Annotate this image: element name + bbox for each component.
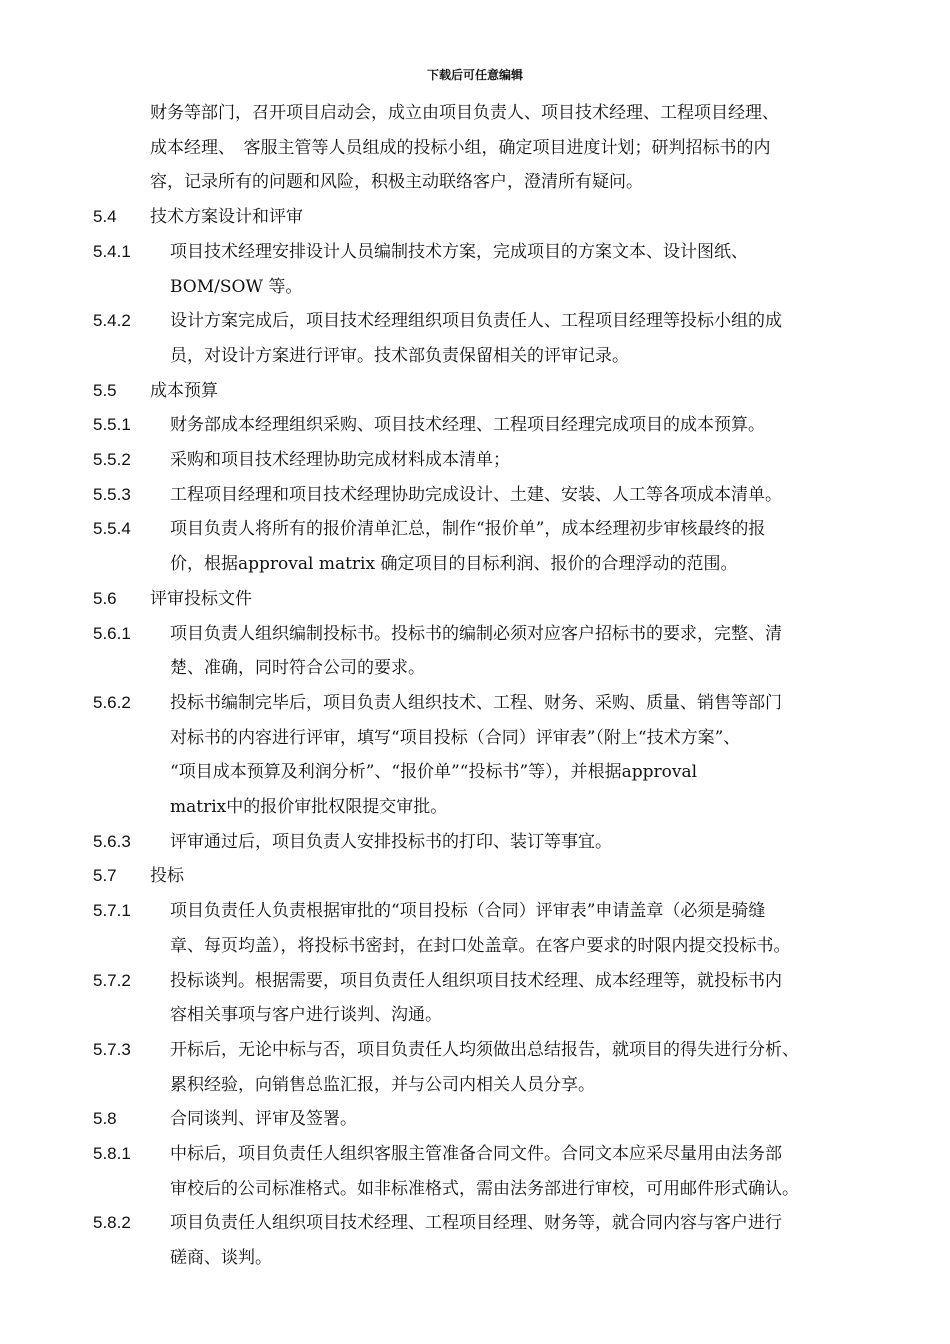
section-number: 5.6 — [93, 588, 117, 608]
line-text: matrix中的报价审批权限提交审批。 — [170, 797, 448, 817]
line-text: 投标 — [150, 866, 184, 887]
line-text: 合同谈判、评审及签署。 — [170, 1109, 357, 1130]
line-text: 财务部成本经理组织采购、项目技术经理、工程项目经理完成项目的成本预算。 — [170, 415, 765, 436]
line-text: 对标书的内容进行评审，填写“项目投标（合同）评审表”（附上“技术方案”、 — [170, 727, 741, 748]
section-number: 5.5.3 — [93, 484, 131, 504]
line-text: BOM/SOW 等。 — [170, 276, 303, 297]
line-text: 投标书编制完毕后，项目负责人组织技术、工程、财务、采购、质量、销售等部门 — [170, 692, 782, 713]
line-text: 采购和项目技术经理协助完成材料成本清单； — [170, 450, 510, 470]
line-text: 章、每页均盖），将投标书密封，在封口处盖章。在客户要求的时限内提交投标书。 — [170, 935, 791, 956]
section-number: 5.4.2 — [93, 311, 131, 331]
line-text: 磋商、谈判。 — [170, 1248, 272, 1269]
section-number: 5.4 — [93, 207, 117, 227]
section-number: 5.8.1 — [93, 1144, 131, 1163]
line-text: 技术方案设计和评审 — [150, 207, 303, 228]
section-number: 5.6.3 — [93, 831, 131, 851]
line-text: 成本经理、 客服主管等人员组成的投标小组，确定项目进度计划；研判招标书的内 — [150, 137, 771, 158]
line-text: 员，对设计方案进行评审。技术部负责保留相关的评审记录。 — [170, 345, 629, 366]
line-text: 设计方案完成后，项目技术经理组织项目负责任人、工程项目经理等投标小组的成 — [170, 311, 782, 332]
line-text: 财务等部门，召开项目启动会，成立由项目负责人、项目技术经理、工程项目经理、 — [150, 103, 779, 123]
line-text: 容，记录所有的问题和风险，积极主动联络客户，澄清所有疑问。 — [150, 172, 643, 193]
line-text: 评审投标文件 — [150, 588, 252, 609]
line-text: 投标谈判。根据需要，项目负责任人组织项目技术经理、成本经理等，就投标书内 — [170, 970, 782, 991]
section-number: 5.6.1 — [93, 623, 131, 643]
section-number: 5.7.1 — [93, 901, 131, 921]
section-number: 5.8 — [93, 1109, 117, 1129]
section-number: 5.7.3 — [93, 1039, 131, 1059]
line-text: 项目负责人将所有的报价清单汇总，制作“报价单”，成本经理初步审核最终的报 — [170, 519, 766, 540]
line-text: 楚、准确，同时符合公司的要求。 — [170, 658, 425, 679]
section-number: 5.8.2 — [93, 1213, 131, 1233]
line-text: 累积经验，向销售总监汇报，并与公司内相关人员分享。 — [170, 1074, 595, 1095]
section-number: 5.5.1 — [93, 415, 131, 435]
line-text: 开标后，无论中标与否，项目负责任人均须做出总结报告，就项目的得失进行分析、 — [170, 1039, 799, 1060]
section-number: 5.5.2 — [93, 450, 131, 469]
section-number: 5.6.2 — [93, 692, 131, 712]
section-number: 5.5 — [93, 380, 117, 400]
page-header: 下载后可任意编辑 — [426, 68, 523, 82]
line-text: 容相关事项与客户进行谈判、沟通。 — [170, 1005, 442, 1026]
section-number: 5.5.4 — [93, 519, 131, 539]
line-text: “项目成本预算及利润分析”、“报价单”“投标书”等），并根据approval — [170, 762, 698, 783]
line-text: 项目负责人组织编制投标书。投标书的编制必须对应客户招标书的要求，完整、清 — [170, 623, 782, 644]
section-number: 5.4.1 — [93, 241, 131, 261]
line-text: 价，根据approval matrix 确定项目的目标利润、报价的合理浮动的范围。 — [170, 554, 738, 575]
line-text: 项目负责任人组织项目技术经理、工程项目经理、财务等，就合同内容与客户进行 — [170, 1213, 782, 1234]
section-number: 5.7 — [93, 866, 117, 886]
line-text: 项目负责任人负责根据审批的“项目投标（合同）评审表”申请盖章（必须是骑缝 — [170, 901, 766, 922]
section-number: 5.7.2 — [93, 970, 131, 990]
line-text: 中标后，项目负责任人组织客服主管准备合同文件。合同文本应采尽量用由法务部 — [170, 1144, 782, 1164]
line-text: 成本预算 — [150, 380, 218, 401]
line-text: 工程项目经理和项目技术经理协助完成设计、土建、安装、人工等各项成本清单。 — [170, 484, 782, 505]
line-text: 项目技术经理安排设计人员编制技术方案，完成项目的方案文本、设计图纸、 — [170, 241, 748, 262]
line-text: 评审通过后，项目负责人安排投标书的打印、装订等事宜。 — [170, 831, 612, 852]
line-text: 审校后的公司标准格式。如非标准格式，需由法务部进行审校，可用邮件形式确认。 — [170, 1178, 799, 1199]
